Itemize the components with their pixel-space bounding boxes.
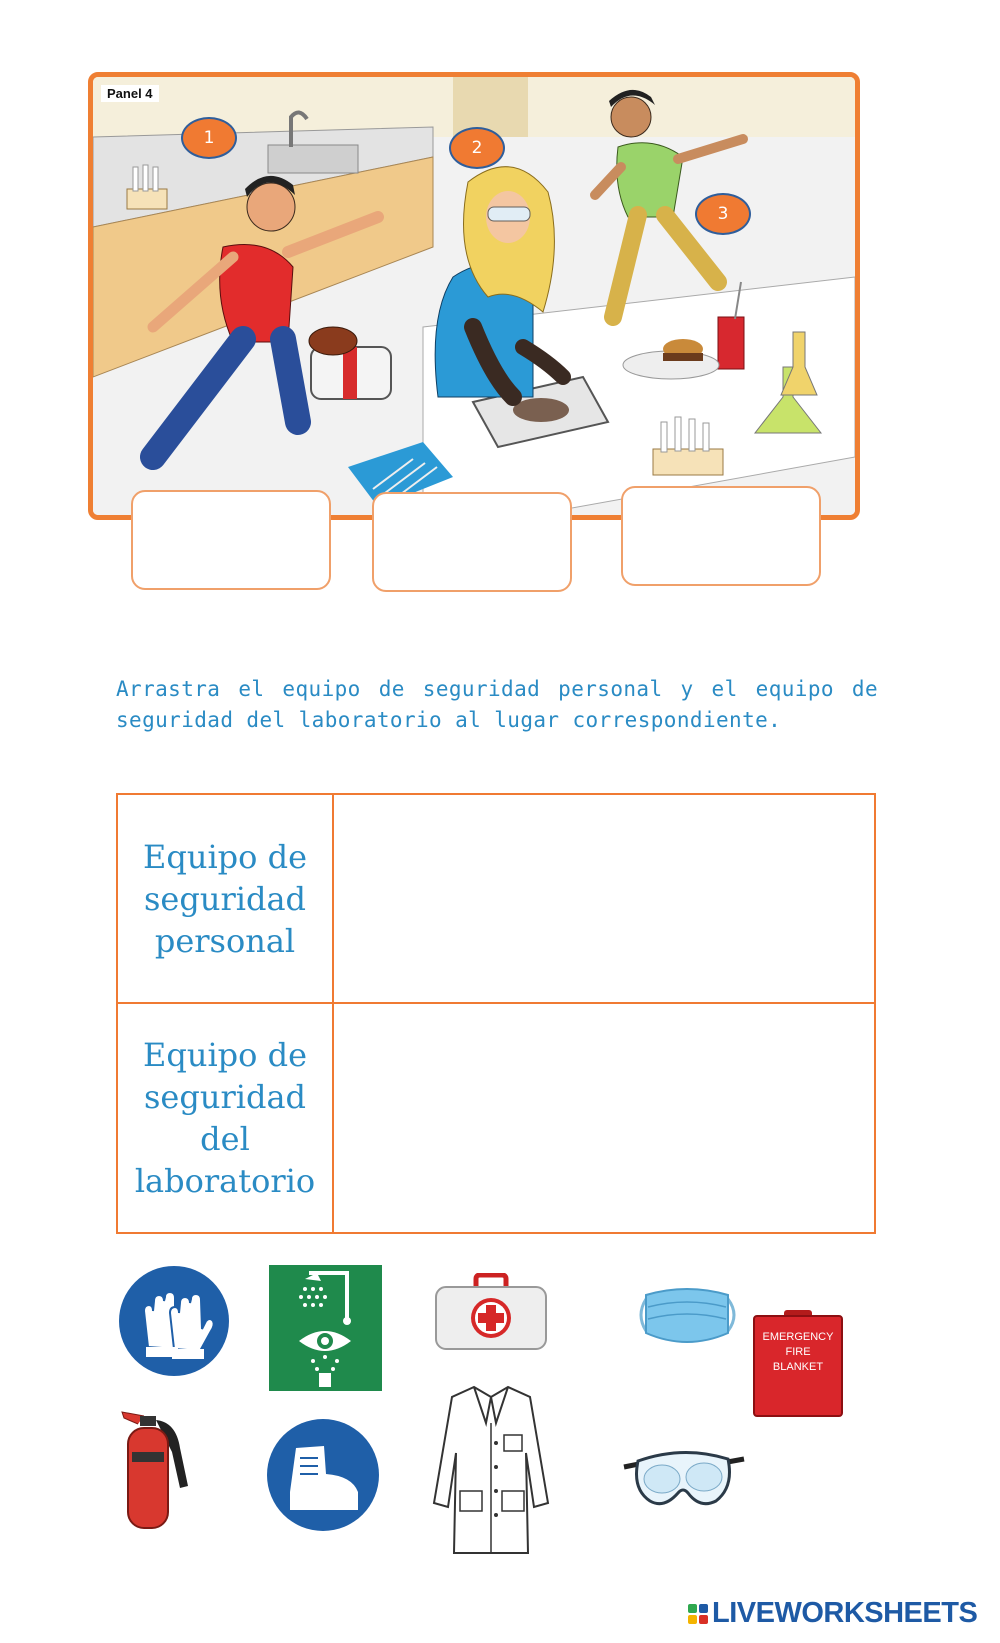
marker-3: 3 [695, 193, 751, 235]
face-mask-icon[interactable] [632, 1279, 742, 1353]
logo-mark-icon [688, 1604, 708, 1624]
safety-goggles-icon[interactable] [620, 1447, 746, 1513]
drop-box-2[interactable] [372, 492, 572, 592]
liveworksheets-logo [688, 1597, 977, 1630]
drop-box-3[interactable] [621, 486, 821, 586]
svg-text:FIRE: FIRE [785, 1346, 811, 1358]
svg-text:EMERGENCY: EMERGENCY [762, 1331, 834, 1343]
lab-coat-icon[interactable] [430, 1383, 552, 1559]
brand-name: LIVEWORKSHEETS [712, 1597, 978, 1629]
drop-zone-personal[interactable] [334, 795, 874, 1002]
eyewash-shower-sign-icon[interactable] [269, 1265, 382, 1391]
instruction-text: Arrastra el equipo de seguridad personal y el equipo de seguridad del laboratorio al lugar correspondiente. [116, 677, 878, 732]
first-aid-kit-icon[interactable] [432, 1273, 550, 1353]
fire-extinguisher-icon[interactable] [114, 1408, 196, 1532]
fire-blanket-icon[interactable] [752, 1310, 844, 1420]
panel-label: Panel 4 [101, 85, 159, 102]
classification-table [116, 793, 876, 1234]
lab-scene-panel [88, 72, 860, 520]
svg-text:BLANKET: BLANKET [772, 1361, 824, 1373]
row-label-personal: Equipo de seguridad personal [142, 837, 308, 960]
drop-box-1[interactable] [131, 490, 331, 590]
marker-1: 1 [181, 117, 237, 159]
marker-2: 2 [449, 127, 505, 169]
gloves-sign-icon[interactable] [118, 1265, 230, 1377]
row-label-laboratory: Equipo de seguridad del laboratorio [134, 1036, 316, 1200]
drop-zone-laboratory[interactable] [334, 1004, 874, 1232]
safety-boots-sign-icon[interactable] [266, 1418, 380, 1532]
